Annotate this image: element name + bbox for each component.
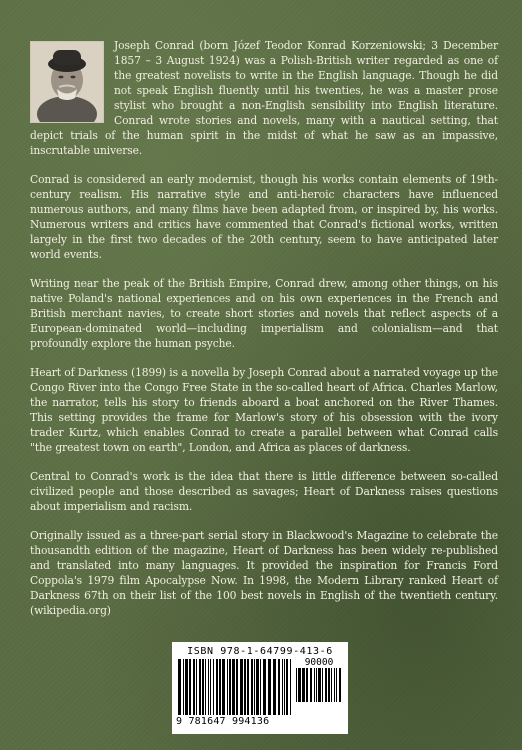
barcode-bars (178, 659, 292, 717)
barcode-digits: 9 781647 994136 (176, 716, 270, 727)
isbn-label: ISBN 978-1-64799-413-6 (187, 646, 333, 657)
blurb-text (30, 38, 498, 632)
paragraph-heart-of-darkness: Heart of Darkness (1899) is a novella by Joseph Conrad about a narrated voyage up the Congo River into the Congo Free State in the so-called heart of Africa. Charles Marlow, the narrator, tells his story to friends aboard a boat anchored on the River Thames. This setting provides the frame for Marlow's story of his obsession with the ivory trader Kurtz, which enables Conrad to create a parallel between what Conrad calls "the greatest town on earth", London, and Africa as places of darkness. (30, 366, 498, 454)
paragraph-central-idea: Central to Conrad's work is the idea that there is little difference between so-called civilized people and those described as savages; Heart of Darkness raises questions about imperialism and racism. (30, 470, 498, 513)
author-portrait-icon (30, 41, 104, 123)
price-code-bars (296, 668, 342, 704)
paragraph-modernist: Conrad is considered an early modernist, though his works contain elements of 19th-century realism. His narrative style and anti-heroic characters have influenced numerous authors, and many films have been adapted from, or inspired by, his works. Numerous writers and critics have commented that Conrad's fictional works, written largely in the first two decades of the 20th century, seem to have anticipated later world events. (30, 173, 498, 261)
paragraph-publication: Originally issued as a three-part serial story in Blackwood's Magazine to celebrate the thousandth edition of the magazine, Heart of Darkness has been widely re-published and translated into many languages. It provided the inspiration for Francis Ford Coppola's 1979 film Apocalypse Now. In 1998, the Modern Library ranked Heart of Darkness 67th on their list of the 100 best novels in English of the twentieth century. (wikipedia.org) (30, 529, 498, 617)
isbn-barcode (172, 642, 348, 734)
paragraph-empire: Writing near the peak of the British Empire, Conrad drew, among other things, on his native Poland's national experiences and on his own experiences in the French and British merchant navies, to create short stories and novels that reflect aspects of a European-dominated world—including imperialism and colonialism—and that profoundly explore the human psyche. (30, 277, 498, 350)
price-code: 90000 (304, 657, 334, 668)
paragraph-bio: Joseph Conrad (born Józef Teodor Konrad Korzeniowski; 3 December 1857 – 3 August 1924) was a Polish-British writer regarded as one of the greatest novelists to write in the English language. Though he did not speak English fluently until his twenties, he was a master prose stylist who brought a non-English sensibility into English literature. Conrad wrote stories and novels, many with a nautical setting, that depict trials of the human spirit in the midst of what he saw as an impassive, inscrutable universe. (30, 39, 498, 157)
